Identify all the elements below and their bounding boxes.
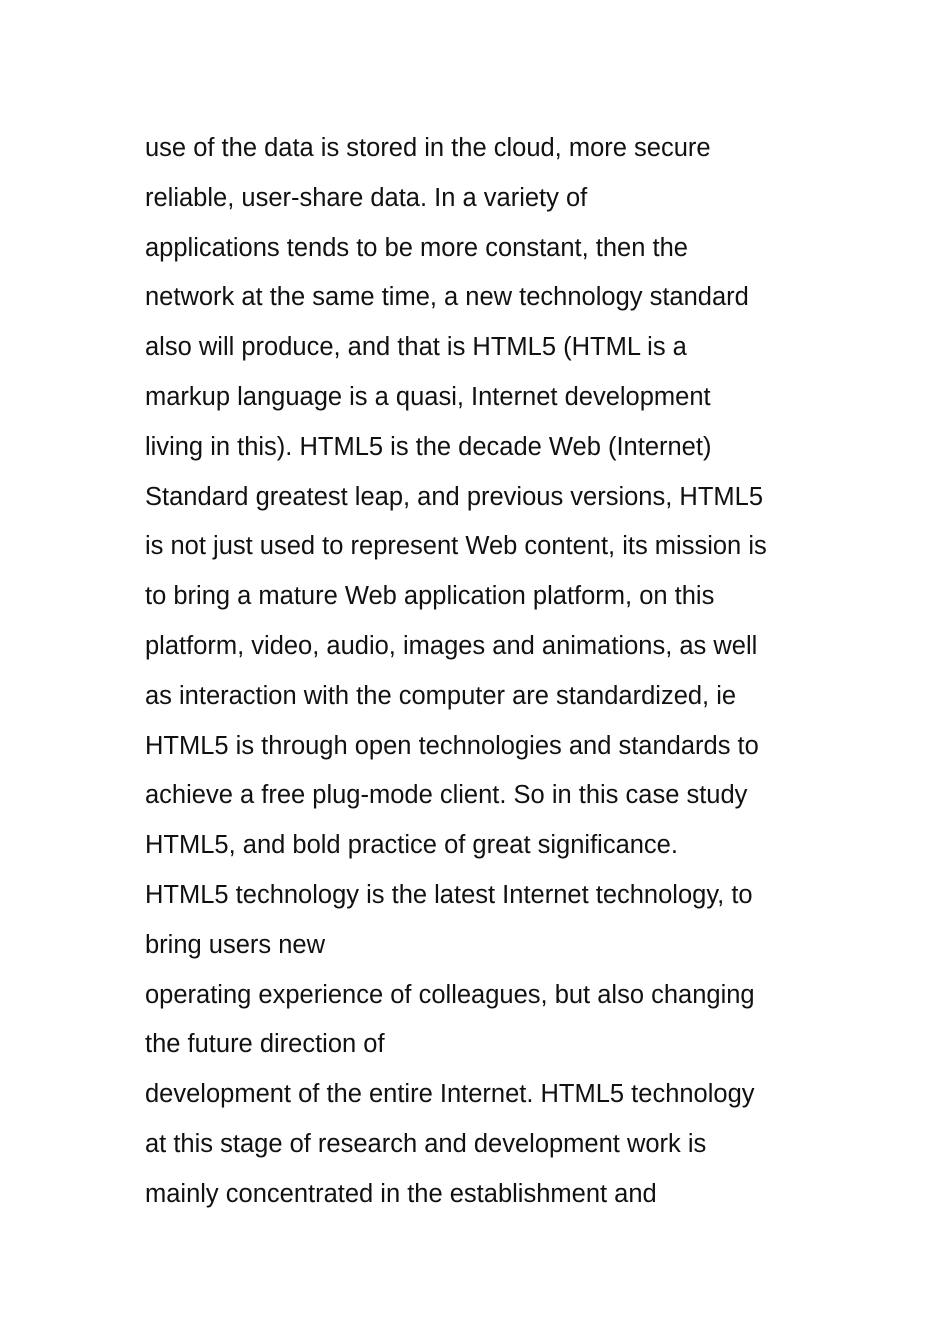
text-line: HTML5, and bold practice of great significance. xyxy=(145,831,678,860)
text-line: HTML5 is through open technologies and standards to xyxy=(145,731,759,760)
text-line: markup language is a quasi, Internet development xyxy=(145,382,711,411)
text-line: network at the same time, a new technology standard xyxy=(145,283,749,312)
body-text xyxy=(145,124,845,1220)
text-line: platform, video, audio, images and animations, as well xyxy=(145,631,758,660)
text-line: at this stage of research and development work is xyxy=(145,1129,707,1158)
text-line: bring users new xyxy=(145,930,326,959)
text-line: also will produce, and that is HTML5 (HTML is a xyxy=(145,333,687,362)
text-line: use of the data is stored in the cloud, more secure xyxy=(145,134,711,162)
text-line: achieve a free plug-mode client. So in this case study xyxy=(145,781,748,810)
text-line: HTML5 technology is the latest Internet technology, to xyxy=(145,880,753,909)
text-line: mainly concentrated in the establishment and xyxy=(145,1179,657,1208)
text-line: Standard greatest leap, and previous versions, HTML5 xyxy=(145,482,764,511)
text-line: as interaction with the computer are standardized, ie xyxy=(145,681,737,710)
text-line: living in this). HTML5 is the decade Web (Internet) xyxy=(145,432,712,461)
text-line: to bring a mature Web application platform, on this xyxy=(145,582,715,611)
text-line: is not just used to represent Web content, its mission is xyxy=(145,532,767,561)
text-line: the future direction of xyxy=(145,1030,385,1059)
text-line: reliable, user-share data. In a variety of xyxy=(145,183,588,212)
text-line: operating experience of colleagues, but also changing xyxy=(145,980,755,1009)
text-line: applications tends to be more constant, then the xyxy=(145,233,688,262)
text-line: development of the entire Internet. HTML5 technology xyxy=(145,1080,755,1109)
